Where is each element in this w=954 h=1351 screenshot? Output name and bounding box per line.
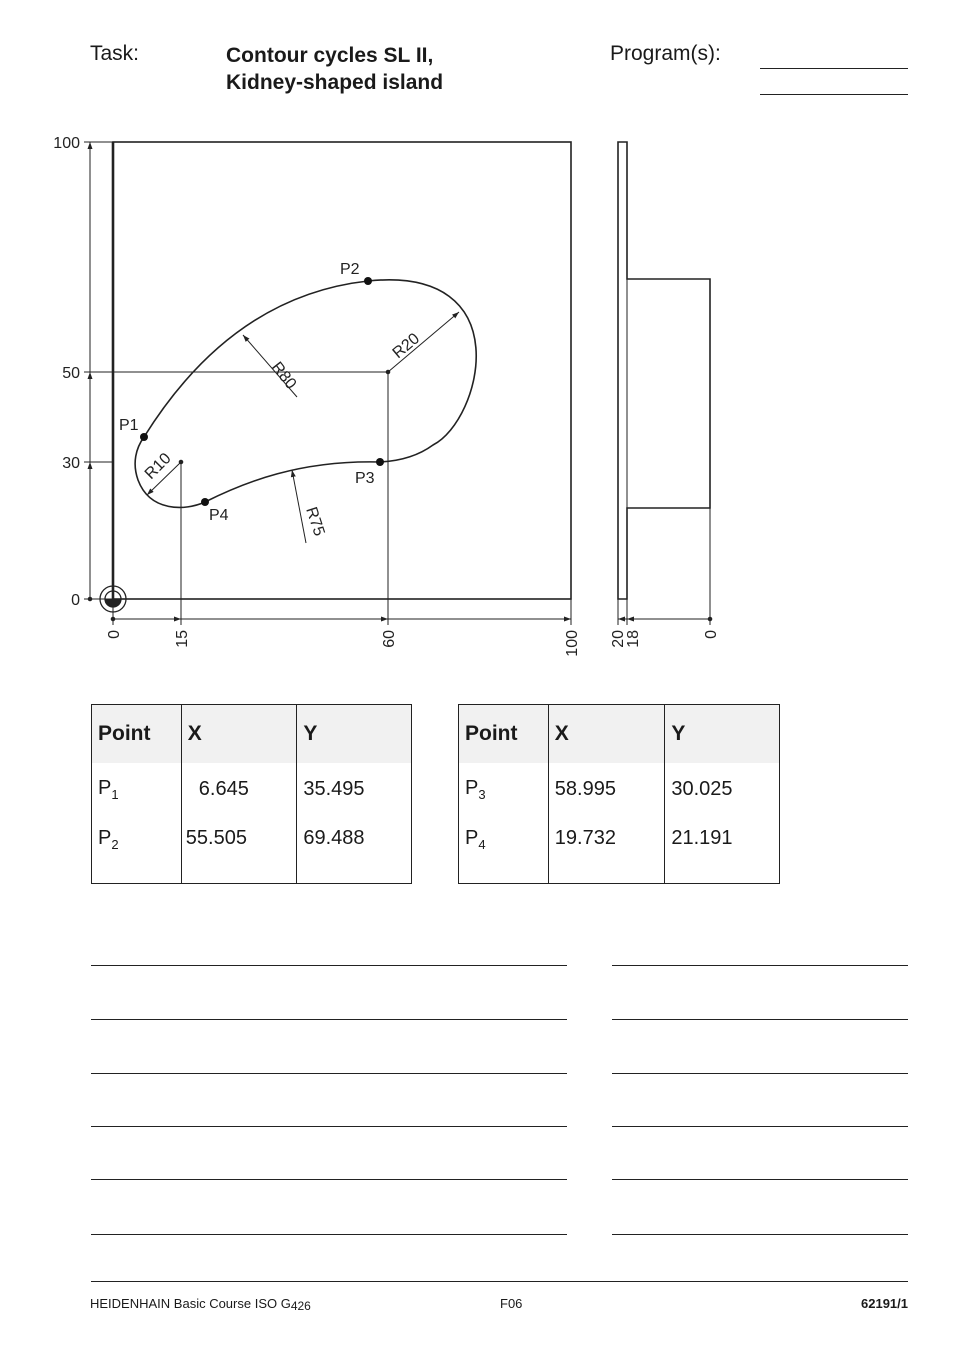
writing-line-left-1[interactable]	[91, 965, 567, 966]
header-y: Y	[665, 705, 780, 764]
side-view-profile	[618, 142, 710, 599]
point-p3-marker	[376, 458, 384, 466]
table-header-row	[459, 705, 780, 764]
footer-code: F06	[500, 1296, 523, 1311]
y-tick-100: 100	[53, 135, 80, 152]
writing-line-left-5[interactable]	[91, 1179, 567, 1180]
workpiece-outline	[113, 142, 571, 599]
footer-page-number: 426	[290, 1299, 311, 1313]
point-p1-marker	[140, 433, 148, 441]
header-x: X	[548, 705, 665, 764]
table-row	[459, 763, 780, 815]
header-point: Point	[92, 705, 182, 764]
point-x: 19.732	[548, 815, 665, 884]
x-tick-100: 100	[564, 630, 581, 657]
points-table-left	[91, 704, 412, 884]
header-y: Y	[297, 705, 412, 764]
x-tick-0: 0	[106, 630, 123, 639]
table-row	[92, 763, 412, 815]
point-x: 58.995	[548, 763, 665, 815]
label-r80: R80	[267, 358, 300, 393]
point-p4-marker	[201, 498, 209, 506]
footer-rule	[91, 1281, 908, 1282]
point-y: 69.488	[297, 815, 412, 884]
label-p3: P3	[355, 470, 375, 487]
header-x: X	[181, 705, 297, 764]
writing-line-right-1[interactable]	[612, 965, 908, 966]
task-title-line2: Kidney-shaped island	[226, 71, 444, 94]
label-p4: P4	[209, 507, 229, 524]
point-x: 6.645	[181, 763, 297, 815]
point-x: 55.505	[181, 815, 297, 884]
table-header-row	[92, 705, 412, 764]
task-title-line1: Contour cycles SL II,	[226, 44, 434, 67]
writing-line-left-3[interactable]	[91, 1073, 567, 1074]
writing-line-right-3[interactable]	[612, 1073, 908, 1074]
y-tick-0: 0	[71, 592, 80, 609]
label-p2: P2	[340, 261, 360, 278]
point-name: $P_1$	[98, 776, 119, 802]
point-name: $P_2$	[98, 827, 119, 852]
point-y: 30.025	[665, 763, 780, 815]
table-row	[92, 815, 412, 884]
y-tick-50: 50	[62, 365, 80, 382]
x-tick-15: 15	[174, 630, 191, 648]
footer-course: HEIDENHAIN Basic Course ISO G426	[90, 1296, 311, 1313]
writing-line-right-6[interactable]	[612, 1234, 908, 1235]
r75-leader	[292, 470, 306, 543]
writing-line-left-6[interactable]	[91, 1234, 567, 1235]
kidney-island-contour	[135, 280, 476, 508]
point-y: 21.191	[665, 815, 780, 884]
side-tick-0: 0	[703, 630, 720, 639]
point-y: 35.495	[297, 763, 412, 815]
writing-line-left-2[interactable]	[91, 1019, 567, 1020]
label-r10: R10	[141, 450, 175, 483]
side-tick-18: 18	[625, 630, 642, 648]
label-r75: R75	[302, 504, 328, 539]
label-r20: R20	[389, 330, 424, 363]
writing-line-right-4[interactable]	[612, 1126, 908, 1127]
point-p2-marker	[364, 277, 372, 285]
table-row	[459, 815, 780, 884]
y-tick-30: 30	[62, 455, 80, 472]
points-table-right	[458, 704, 780, 884]
x-tick-60: 60	[381, 630, 398, 648]
writing-line-right-5[interactable]	[612, 1179, 908, 1180]
point-name: $P_4$	[465, 827, 486, 852]
label-p1: P1	[119, 417, 139, 434]
task-label: Task:	[90, 42, 140, 65]
writing-line-right-2[interactable]	[612, 1019, 908, 1020]
point-name: $P_3$	[465, 776, 486, 802]
programs-label: Program(s):	[610, 42, 721, 65]
side-tick-20: 20	[610, 630, 627, 648]
writing-line-left-4[interactable]	[91, 1126, 567, 1127]
header-point: Point	[459, 705, 549, 764]
footer-doc-number: 62191/1	[861, 1296, 908, 1311]
